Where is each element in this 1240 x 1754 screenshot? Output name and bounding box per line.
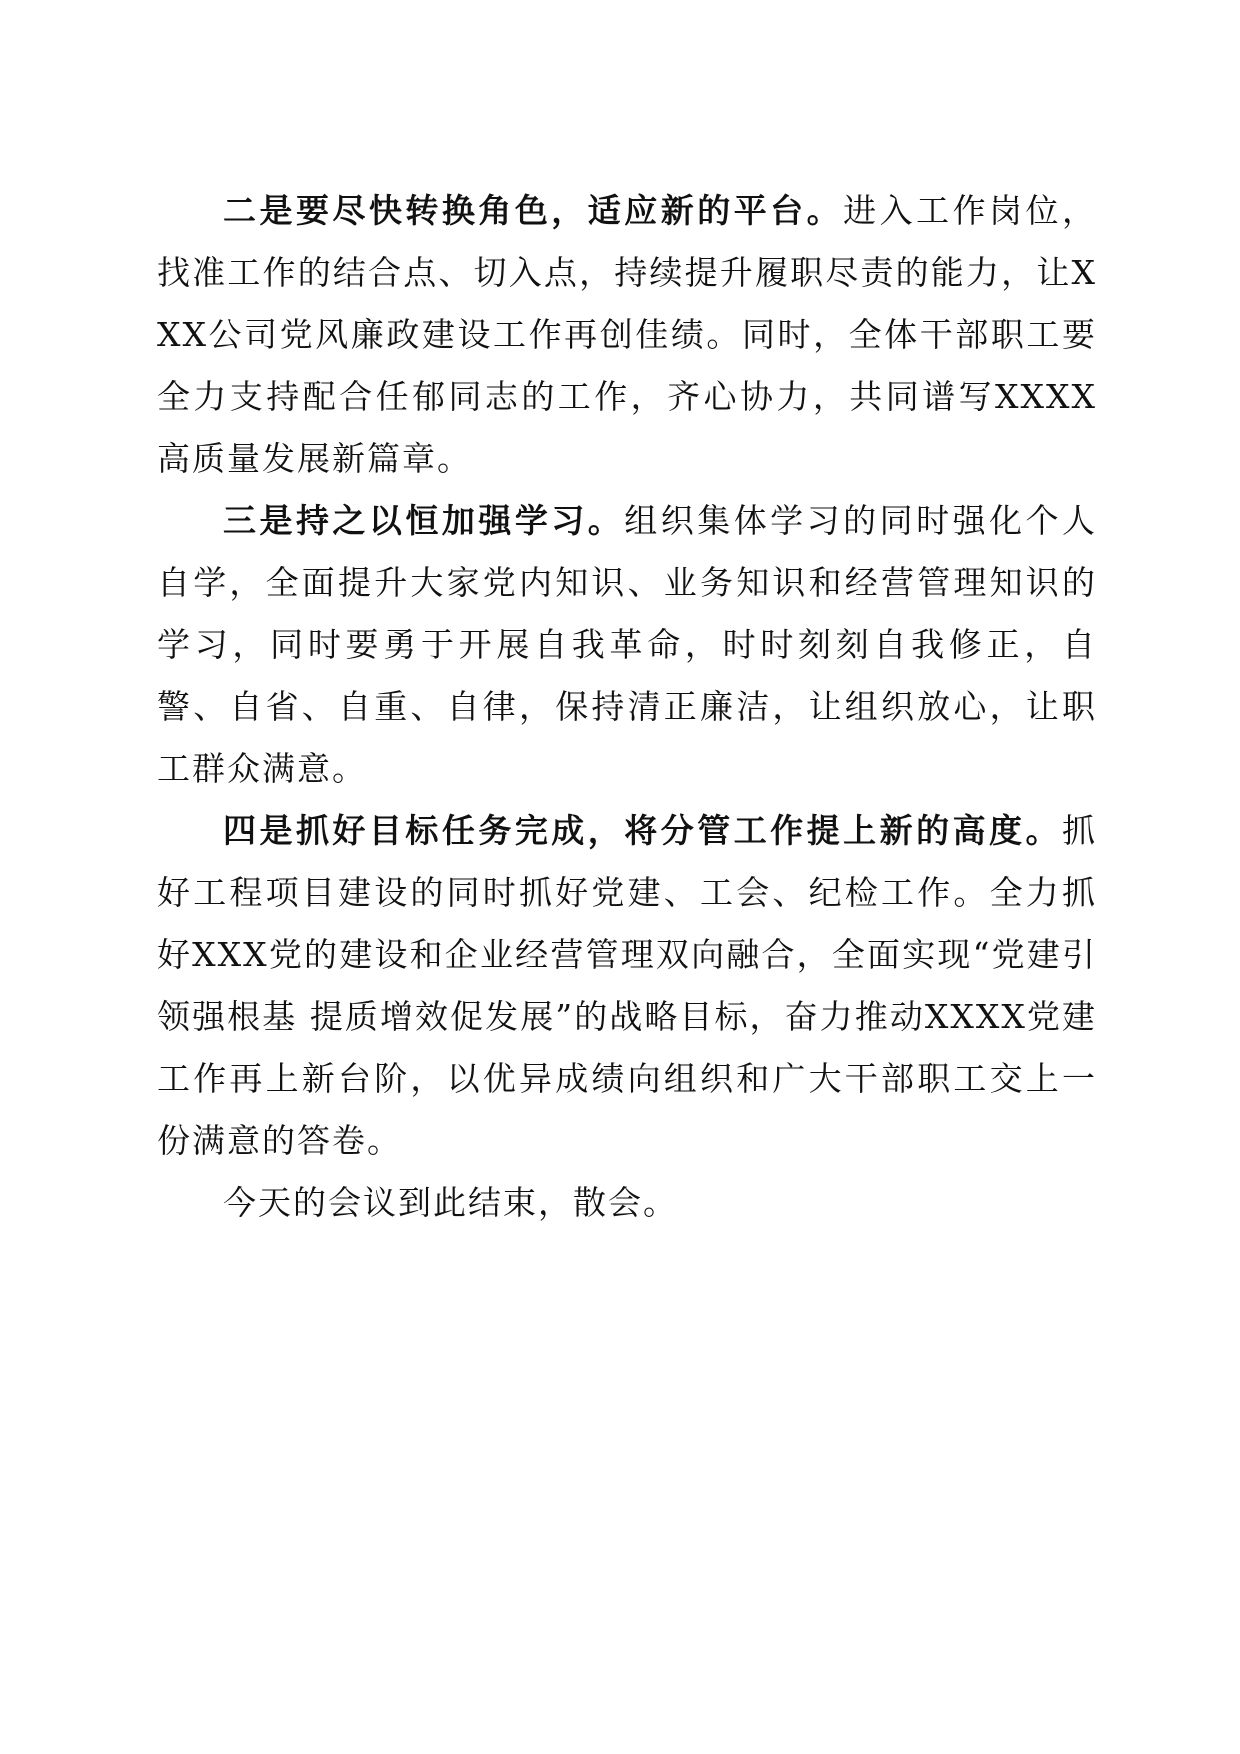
paragraph-strengthen-learning [157, 490, 1097, 800]
paragraph-role-adaptation [157, 180, 1097, 490]
paragraph-closing [157, 1172, 1097, 1234]
paragraph-targets-tasks [157, 800, 1097, 1172]
paragraph-lead: 二是要尽快转换角色，适应新的平台。 [223, 191, 844, 230]
paragraph-lead: 三是持之以恒加强学习。 [223, 501, 625, 540]
paragraph-text: 进入工作岗位，找准工作的结合点、切入点，持续提升履职尽责的能力，让XXX公司党风廉政建设工作再创佳绩。同时，全体干部职工要全力支持配合任郁同志的工作，齐心协力，共同谱写XXXX高质量发展新篇章。 [157, 191, 1098, 478]
paragraph-lead: 四是抓好目标任务完成，将分管工作提上新的高度。 [223, 811, 1062, 850]
paragraph-text: 今天的会议到此结束，散会。 [223, 1183, 678, 1222]
document-body [157, 180, 1097, 1234]
paragraph-text: 组织集体学习的同时强化个人自学，全面提升大家党内知识、业务知识和经营管理知识的学习，同时要勇于开展自我革命，时时刻刻自我修正，自警、自省、自重、自律，保持清正廉洁，让组织放心，让职工群众满意。 [157, 501, 1098, 788]
paragraph-text: 抓好工程项目建设的同时抓好党建、工会、纪检工作。全力抓好XXX党的建设和企业经营管理双向融合，全面实现“党建引领强根基 提质增效促发展”的战略目标，奋力推动XXXX党建工作再上新台阶，以优异成绩向组织和广大干部职工交上一份满意的答卷。 [157, 811, 1097, 1160]
